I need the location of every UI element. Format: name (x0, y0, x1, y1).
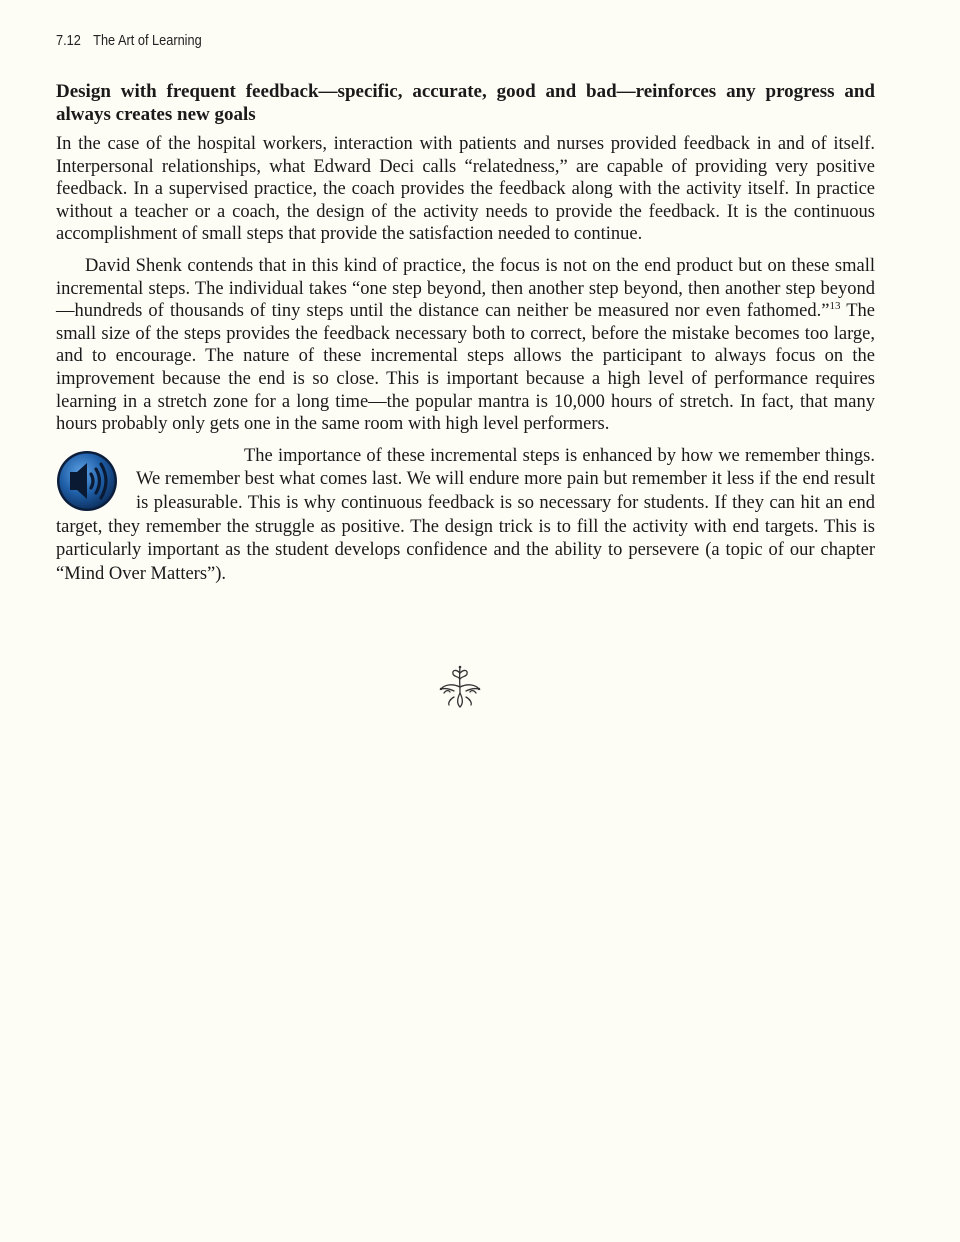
footnote-marker[interactable]: 13 (829, 300, 841, 312)
page-content (56, 80, 875, 595)
fleuron-icon (436, 663, 484, 711)
paragraph-2-text-a: David Shenk contends that in this kind of practice, the focus is not on the end product but on these small incremental steps. The individual takes “one step beyond, then another step beyond, then another step beyond—hundreds of thousands of tiny steps until the distance can neither be measured nor even fathomed.” (56, 255, 875, 322)
running-head (56, 33, 202, 49)
paragraph-2-text-b: The small size of the steps provides the feedback necessary both to correct, before the mistake becomes too large, and to encourage. The nature of these incremental steps allows the participant to always focus on the improvement because the end is so close. This is important because a high level of performance requires learning in a stretch zone for a long time—the popular mantra is 10,000 hours of stretch. In fact, that many hours probably only gets one in the same room with high level performers. (56, 301, 875, 435)
paragraph-1: In the case of the hospital workers, interaction with patients and nurses provided feedback in and of itself. Interpersonal relationships, what Edward Deci calls “relatedness,” are capable of providing very positive feedback. In a supervised practice, the coach provides the feedback along with the activity itself. In practice without a teacher or a coach, the design of the activity needs to provide the feedback. It is the continuous accomplishment of small steps that provide the satisfaction needed to continue. (56, 134, 875, 245)
speaker-icon[interactable] (56, 450, 118, 512)
section-heading: Design with frequent feedback—specific, accurate, good and bad—reinforces any progress and always creates new goals (56, 81, 875, 125)
book-title: The Art of Learning (93, 33, 202, 49)
paragraph-2 (56, 255, 875, 436)
page-number: 7.12 (56, 33, 81, 49)
paragraph-3: The importance of these incremental steps is enhanced by how we remember things. We remember best what comes last. We will endure more pain but remember it less if the end result is pleasurable. This is why continuous feedback is so necessary for students. If they can hit an end target, they remember the struggle as positive. The design trick is to fill the activity with end targets. This is particularly important as the student develops confidence and the ability to persevere (a topic of our chapter “Mind Over Matters”). (56, 445, 875, 584)
audio-float (56, 445, 136, 509)
